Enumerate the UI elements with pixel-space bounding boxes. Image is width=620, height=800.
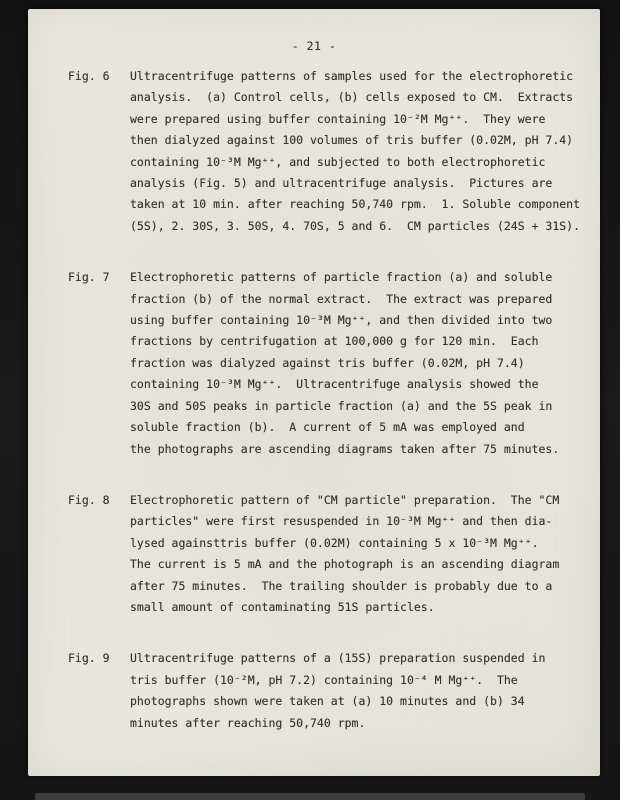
figure-7-caption (68, 267, 600, 460)
caption-line: Ultracentrifuge patterns of a (15S) preparation suspended in (130, 651, 546, 666)
figure-7-label: Fig. 7 (68, 270, 110, 285)
caption-line: containing 10⁻³M Mg⁺⁺, and subjected to both electrophoretic (130, 154, 546, 169)
figure-9-label: Fig. 9 (68, 651, 110, 666)
figure-8-caption (68, 490, 600, 618)
caption-line: fractions by centrifugation at 100,000 g for 120 min. Each (130, 334, 539, 349)
figure-6-text (130, 66, 598, 237)
caption-line: The current is 5 mA and the photograph is an ascending diagram (130, 557, 560, 572)
document-page (28, 9, 600, 776)
caption-line: soluble fraction (b). A current of 5 mA was employed and (130, 420, 525, 435)
caption-line: fraction was dialyzed against tris buffer (0.02M, pH 7.4) (130, 355, 525, 370)
figure-9-text (130, 648, 598, 734)
caption-line: 30S and 50S peaks in particle fraction (a) and the 5S peak in (130, 398, 553, 413)
caption-line: fraction (b) of the normal extract. The extract was prepared (130, 291, 553, 306)
caption-line: Ultracentrifuge patterns of samples used for the electrophoretic (130, 69, 574, 83)
caption-line: after 75 minutes. The trailing shoulder is probably due to a (130, 578, 553, 593)
caption-line: lysed againsttris buffer (0.02M) containing 5 x 10⁻³M Mg⁺⁺. (130, 535, 539, 550)
figure-6-caption (68, 66, 600, 237)
caption-line: small amount of contaminating 51S particles. (130, 599, 435, 614)
caption-line: then dialyzed against 100 volumes of tris buffer (0.02M, pH 7.4) (130, 133, 574, 148)
figure-6-label: Fig. 6 (68, 69, 110, 83)
figure-7-text (130, 267, 598, 460)
caption-line: Electrophoretic patterns of particle fraction (a) and soluble (130, 270, 553, 285)
caption-line: (5S), 2. 30S, 3. 50S, 4. 70S, 5 and 6. CM particles (24S + 31S). (130, 218, 581, 233)
figure-8-label: Fig. 8 (68, 492, 110, 507)
figure-8-text (130, 490, 598, 618)
caption-line: photographs shown were taken at (a) 10 minutes and (b) 34 (130, 694, 525, 709)
caption-line: the photographs are ascending diagrams taken after 75 minutes. (130, 441, 560, 456)
caption-line: tris buffer (10⁻²M, pH 7.2) containing 10⁻⁴ M Mg⁺⁺. The (130, 672, 518, 687)
caption-line: using buffer containing 10⁻³M Mg⁺⁺, and then divided into two (130, 313, 553, 328)
figure-9-caption (68, 648, 600, 734)
caption-line: analysis. (a) Control cells, (b) cells exposed to CM. Extracts (130, 90, 574, 105)
caption-line: analysis (Fig. 5) and ultracentrifuge analysis. Pictures are (130, 176, 553, 191)
caption-line: minutes after reaching 50,740 rpm. (130, 715, 366, 730)
caption-line: Electrophoretic pattern of "CM particle" preparation. The "CM (130, 492, 560, 507)
caption-line: were prepared using buffer containing 10⁻²M Mg⁺⁺. They were (130, 111, 546, 126)
scanner-bed-edge (35, 793, 585, 800)
caption-line: taken at 10 min. after reaching 50,740 rpm. 1. Soluble component (130, 197, 581, 212)
caption-line: containing 10⁻³M Mg⁺⁺. Ultracentrifuge analysis showed the (130, 377, 539, 392)
page-number: - 21 - (291, 39, 337, 53)
caption-line: particles" were first resuspended in 10⁻³M Mg⁺⁺ and then dia- (130, 514, 553, 529)
